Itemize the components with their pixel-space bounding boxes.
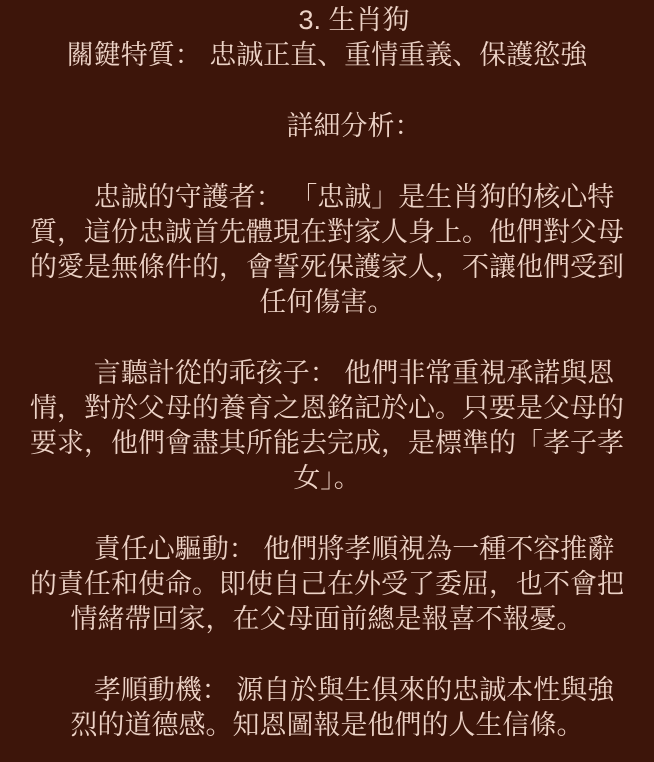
- paragraph-loyal-guardian: 忠誠的守護者： 「忠誠」是生肖狗的核心特質，這份忠誠首先體現在對家人身上。他們對父母的愛是無條件的，會誓死保護家人，不讓他們受到任何傷害。: [30, 182, 624, 317]
- paragraph-filial-motivation: 孝順動機： 源自於與生俱來的忠誠本性與強烈的道德感。知恩圖報是他們的人生信條。: [70, 675, 615, 740]
- key-traits-line: 關鍵特質： 忠誠正直、重情重義、保護慾強: [66, 40, 588, 70]
- chapter-title: 3. 生肖狗: [298, 5, 410, 35]
- reader-content-area[interactable]: [27, 0, 627, 743]
- paragraph-obedient-child: 言聽計從的乖孩子： 他們非常重視承諾與恩情，對於父母的養育之恩銘記於心。只要是父母的要求，他們會盡其所能去完成，是標準的「孝子孝女」。: [30, 358, 624, 493]
- paragraph-responsibility-driven: 責任心驅動： 他們將孝順視為一種不容推辭的責任和使命。即使自己在外受了委屈，也不會把情緒帶回家，在父母面前總是報喜不報憂。: [30, 534, 624, 634]
- section-heading: 詳細分析：: [286, 111, 422, 141]
